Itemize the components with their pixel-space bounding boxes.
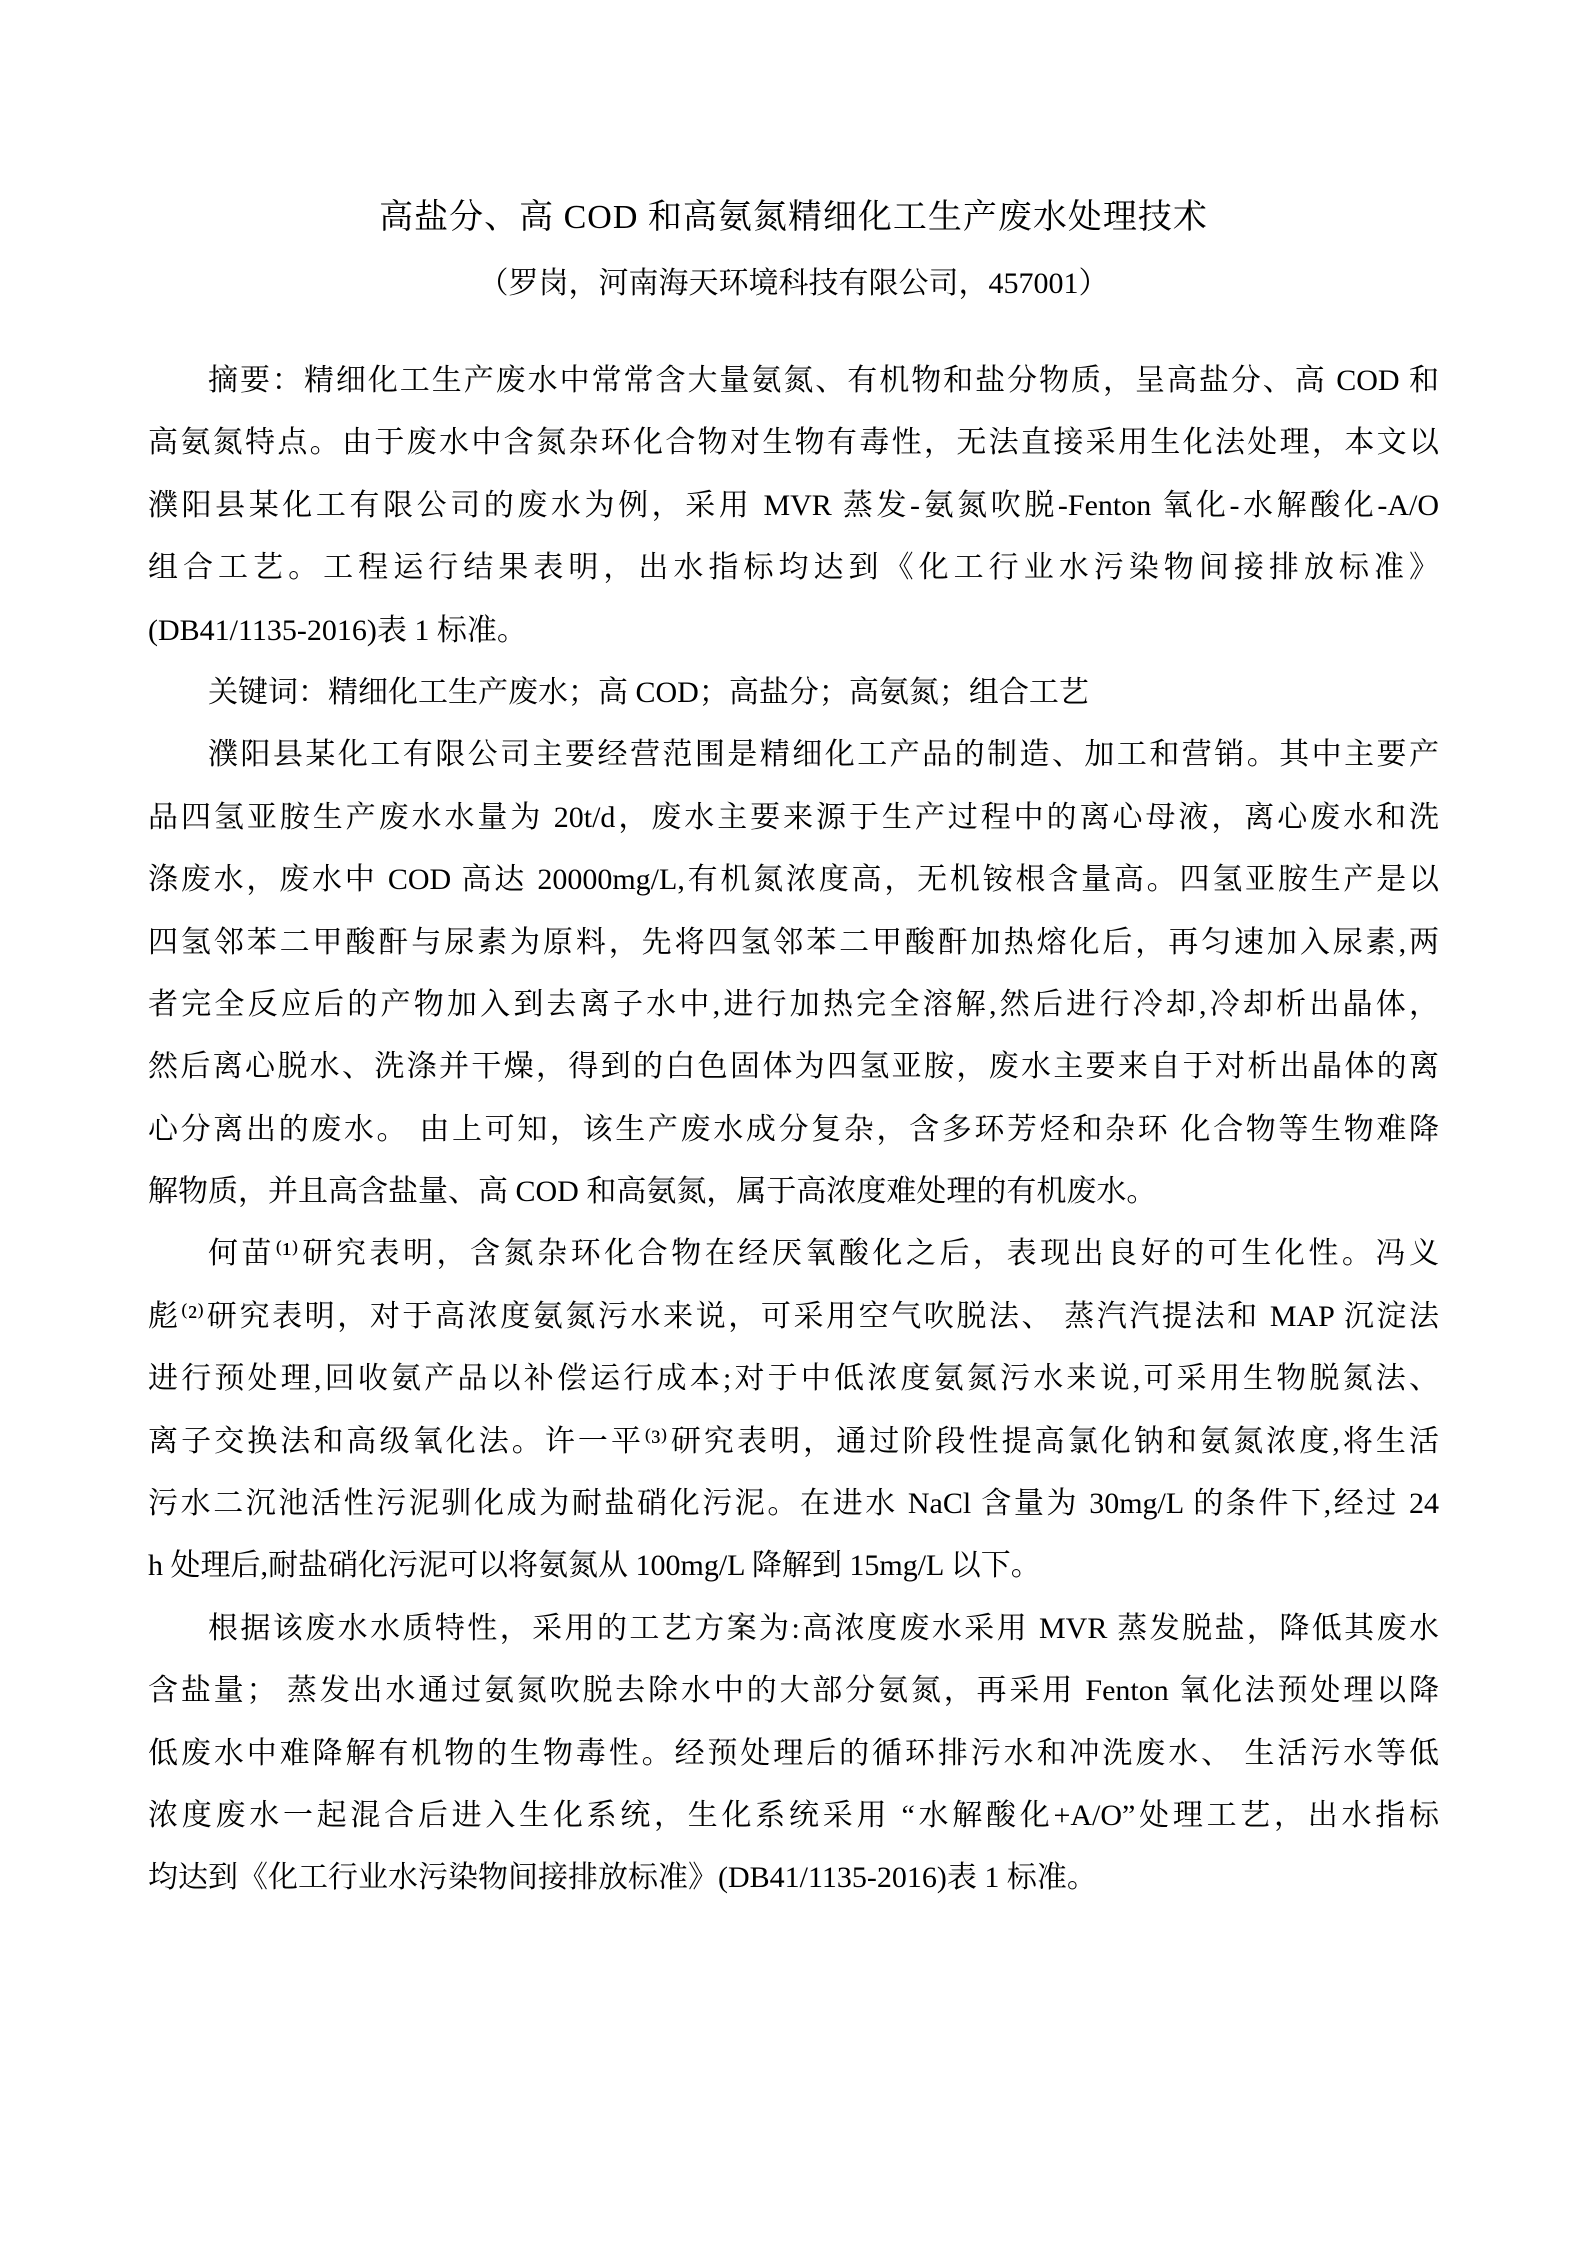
text-line: 濮阳县某化工有限公司的废水为例，采用 MVR 蒸发-氨氮吹脱-Fenton 氧化-水解酸化-A/O — [148, 488, 1439, 522]
text-line: 然后离心脱水、洗涤并干燥，得到的白色固体为四氢亚胺，废水主要来自于对析出晶体的离 — [148, 1050, 1439, 1084]
text-line: 高氨氮特点。由于废水中含氮杂环化合物对生物有毒性，无法直接采用生化法处理，本文以 — [148, 426, 1439, 460]
text-line: 濮阳县某化工有限公司主要经营范围是精细化工产品的制造、加工和营销。其中主要产 — [208, 738, 1439, 772]
text-line: 根据该废水水质特性，采用的工艺方案为:高浓度废水采用 MVR 蒸发脱盐，降低其废水 — [208, 1611, 1439, 1645]
paragraph-keywords — [148, 662, 1439, 724]
paragraph-abstract — [148, 350, 1439, 662]
text-line: (DB41/1135-2016)表 1 标准。 — [148, 613, 527, 647]
text-line: 组合工艺。工程运行结果表明，出水指标均达到《化工行业水污染物间接排放标准》 — [148, 551, 1439, 585]
text-line: 彪⁽²⁾研究表明，对于高浓度氨氮污水来说，可采用空气吹脱法、 蒸汽汽提法和 MAP 沉淀法 — [148, 1299, 1439, 1333]
text-line: 进行预处理,回收氨产品以补偿运行成本;对于中低浓度氨氮污水来说,可采用生物脱氮法、 — [148, 1362, 1439, 1396]
text-line: 者完全反应后的产物加入到去离子水中,进行加热完全溶解,然后进行冷却,冷却析出晶体， — [148, 987, 1439, 1021]
text-line: 摘要：精细化工生产废水中常常含大量氨氮、有机物和盐分物质，呈高盐分、高 COD 和 — [208, 364, 1439, 397]
text-line: 低废水中难降解有机物的生物毒性。经预处理后的循环排污水和冲洗废水、 生活污水等低 — [148, 1736, 1439, 1770]
text-line: 含盐量； 蒸发出水通过氨氮吹脱去除水中的大部分氨氮，再采用 Fenton 氧化法预处理以降 — [148, 1674, 1439, 1708]
text-line: 污水二沉池活性污泥驯化成为耐盐硝化污泥。在进水 NaCl 含量为 30mg/L 的条件下,经过 24 — [148, 1487, 1439, 1521]
paragraph-literature-review — [148, 1223, 1439, 1597]
paper-byline: （罗岗，河南海天环境科技有限公司，457001） — [478, 267, 1109, 300]
text-line: 四氢邻苯二甲酸酐与尿素为原料，先将四氢邻苯二甲酸酐加热熔化后，再匀速加入尿素,两 — [148, 925, 1439, 959]
text-line: 何苗⁽¹⁾研究表明，含氮杂环化合物在经厌氧酸化之后，表现出良好的可生化性。冯义 — [208, 1237, 1439, 1271]
text-line: h 处理后,耐盐硝化污泥可以将氨氮从 100mg/L 降解到 15mg/L 以下。 — [148, 1549, 1041, 1583]
text-line: 涤废水，废水中 COD 高达 20000mg/L,有机氮浓度高，无机铵根含量高。四氢亚胺生产是以 — [148, 863, 1439, 897]
document-body — [148, 350, 1439, 1910]
text-line: 浓度废水一起混合后进入生化系统，生化系统采用 “水解酸化+A/O”处理工艺，出水指标 — [148, 1798, 1439, 1832]
text-line: 解物质，并且高含盐量、高 COD 和高氨氮，属于高浓度难处理的有机废水。 — [148, 1175, 1157, 1209]
text-line: 均达到《化工行业水污染物间接排放标准》(DB41/1135-2016)表 1 标准。 — [148, 1861, 1097, 1895]
text-line: 品四氢亚胺生产废水水量为 20t/d，废水主要来源于生产过程中的离心母液，离心废水和洗 — [148, 800, 1439, 834]
text-line: 离子交换法和高级氧化法。许一平⁽³⁾研究表明，通过阶段性提高氯化钠和氨氮浓度,将生活 — [148, 1424, 1439, 1458]
paragraph-process-scheme — [148, 1598, 1439, 1910]
text-line: 心分离出的废水。 由上可知，该生产废水成分复杂，含多环芳烃和杂环 化合物等生物难降 — [148, 1112, 1439, 1146]
text-line: 关键词：精细化工生产废水；高 COD；高盐分；高氨氮；组合工艺 — [208, 675, 1089, 709]
paper-title: 高盐分、高 COD 和高氨氮精细化工生产废水处理技术 — [379, 199, 1208, 236]
paragraph-background — [148, 724, 1439, 1223]
